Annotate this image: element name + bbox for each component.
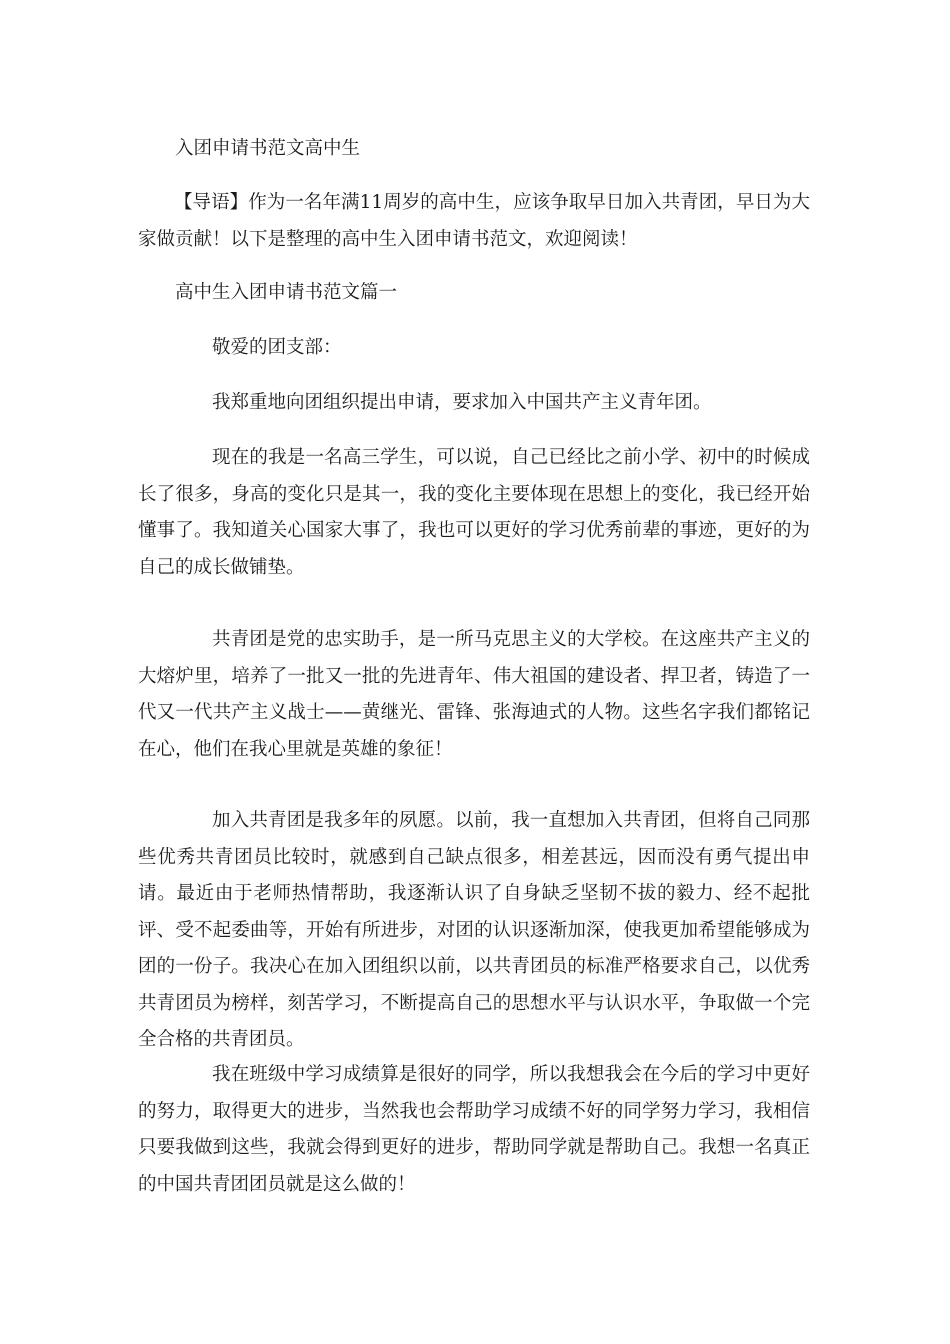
salutation: 敬爱的团支部： [212,337,342,358]
section-title: 高中生入团申请书范文篇一 [175,282,398,303]
body-paragraph-2: 现在的我是一名高三学生，可以说，自己已经比之前小学、初中的时候成长了很多，身高的变化只是其一，我的变化主要体现在思想上的变化，我已经开始懂事了。我知道关心国家大事了，我也可以更好的学习优秀前辈的事迹，更好的为自己的成长做铺垫。 [138,447,810,578]
body-paragraph-3: 共青团是党的忠实助手，是一所马克思主义的大学校。在这座共产主义的大熔炉里，培养了一批又一批的先进青年、伟大祖国的建设者、捍卫者，铸造了一代又一代共产主义战士——黄继光、雷锋、张海迪式的人物。这些名字我们都铭记在心，他们在我心里就是英雄的象征！ [138,629,810,760]
document-title: 入团申请书范文高中生 [175,138,361,159]
intro-paragraph: 【导语】作为一名年满11周岁的高中生，应该争取早日加入共青团，早日为大家做贡献！以下是整理的高中生入团申请书范文，欢迎阅读！ [138,192,810,250]
body-paragraph-4: 加入共青团是我多年的夙愿。以前，我一直想加入共青团，但将自己同那些优秀共青团员比较时，就感到自己缺点很多，相差甚远，因而没有勇气提出申请。最近由于老师热情帮助，我逐渐认识了自身缺乏坚韧不拔的毅力、经不起批评、受不起委曲等，开始有所进步，对团的认识逐渐加深，使我更加希望能够成为团的一份子。我决心在加入团组织以前，以共青团员的标准严格要求自己，以优秀共青团员为榜样，刻苦学习，不断提高自己的思想水平与认识水平，争取做一个完全合格的共青团员。 [138,810,810,1050]
body-paragraph-5: 我在班级中学习成绩算是很好的同学，所以我想我会在今后的学习中更好的努力，取得更大的进步，当然我也会帮助学习成绩不好的同学努力学习，我相信只要我做到这些，我就会得到更好的进步，帮助同学就是帮助自己。我想一名真正的中国共青团团员就是这么做的！ [138,1064,810,1195]
body-paragraph-1: 我郑重地向团组织提出申请，要求加入中国共产主义青年团。 [212,392,712,413]
